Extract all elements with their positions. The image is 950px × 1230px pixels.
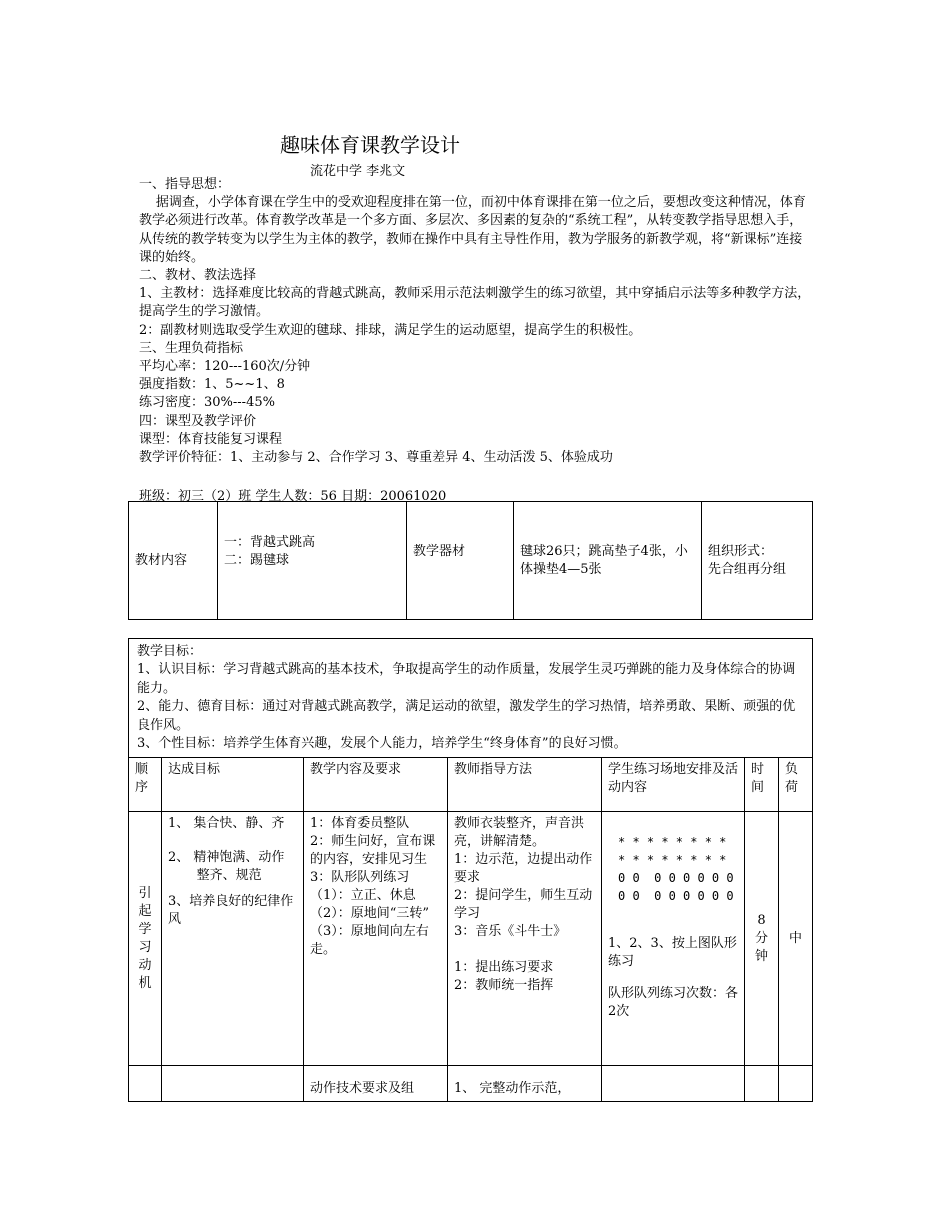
author-line: 流花中学 李兆文 bbox=[310, 164, 406, 179]
method-item-6: 2：教师统一指挥 bbox=[454, 978, 554, 994]
section-heading-2: 二、教材、教法选择 bbox=[139, 268, 257, 284]
goals-cell bbox=[129, 639, 813, 758]
org-line-2: 先合组再分组 bbox=[708, 561, 787, 577]
formation-row-2: * * * * * * * * bbox=[618, 853, 727, 868]
table-row bbox=[129, 502, 813, 620]
section-1-paragraph: 据调查，小学体育课在学生中的受欢迎程度排在第一位，而初中体育课排在第一位之后，要想改变这种情况，体育教学必须进行改革。体育教学改革是一个多方面、多层次、多因素的复杂的“系统工程”，从转变教学指导思想入手，从传统的教学转变为以学生为主体的教学，教师在操作中具有主导性作用，教为学服务的新教学观，将“新课标”连接课的始终。 bbox=[139, 195, 806, 265]
section-2-item-2: 2：副教材则选取受学生欢迎的毽球、排球，满足学生的运动愿望，提高学生的积极性。 bbox=[139, 322, 642, 338]
header-order: 顺序 bbox=[129, 758, 162, 812]
header-target: 达成目标 bbox=[162, 758, 304, 812]
row2-method-cell: 1、 完整动作示范， bbox=[448, 1066, 602, 1102]
document-body bbox=[139, 176, 811, 467]
section-2-item-1: 1、主教材：选择难度比较高的背越式跳高，教师采用示范法刺激学生的练习欲望，其中穿插启示法等多种教学方法，提高学生的学习激情。 bbox=[139, 286, 811, 320]
header-row bbox=[129, 758, 813, 812]
heart-rate-line: 平均心率：120---160次/分钟 bbox=[139, 359, 311, 375]
target-item-2: 2、 精神饱满、动作整齐、规范 bbox=[168, 850, 285, 884]
method-item-5: 1：提出练习要求 bbox=[454, 960, 554, 976]
formation-row-1: * * * * * * * * bbox=[618, 835, 727, 850]
row-content-cell bbox=[304, 812, 448, 1066]
row2-arrangement-cell bbox=[602, 1066, 745, 1102]
row2-content-cell: 动作技术要求及组 bbox=[304, 1066, 448, 1102]
equipment-cell bbox=[514, 502, 702, 620]
header-time: 时间 bbox=[745, 758, 779, 812]
intensity-line: 强度指数：1、5~~1、8 bbox=[139, 377, 285, 393]
method-item-2: 1：边示范，边提出动作要求 bbox=[454, 852, 593, 886]
label-content-cell: 教材内容 bbox=[129, 502, 218, 620]
section-heading-3: 三、生理负荷指标 bbox=[139, 340, 244, 356]
row-load-cell: 中 bbox=[779, 812, 813, 1066]
equipment-text: 毽球26只；跳高垫子4张，小体操垫4—5张 bbox=[520, 543, 688, 577]
goal-2: 2、能力、德育目标：通过对背越式跳高教学，满足运动的欲望，激发学生的学习热情，培养勇敢、果断、顽强的优良作风。 bbox=[137, 699, 796, 733]
header-arrangement: 学生练习场地安排及活动内容 bbox=[602, 758, 745, 812]
method-item-4: 3：音乐《斗牛士》 bbox=[454, 924, 567, 940]
label-equipment: 教学器材 bbox=[413, 543, 466, 559]
target-item-3: 3、培养良好的纪律作风 bbox=[168, 894, 294, 928]
density-line: 练习密度：30%---45% bbox=[139, 395, 275, 411]
content-item-2: 2：师生问好，宣布课的内容，安排见习生 bbox=[310, 834, 436, 868]
content-line-2: 二：踢毽球 bbox=[224, 552, 290, 568]
lesson-plan-table bbox=[128, 638, 813, 1102]
formation-diagram bbox=[608, 833, 738, 905]
row-order-cell: 引起学习动机 bbox=[129, 812, 162, 1066]
formation-row-3: 0 0 0 0 0 0 0 0 bbox=[618, 871, 734, 886]
arrangement-note-1: 1、2、3、按上图队形练习 bbox=[608, 936, 737, 970]
content-line-1: 一：背越式跳高 bbox=[224, 534, 316, 550]
org-line-1: 组织形式： bbox=[708, 543, 774, 559]
arrangement-note-2: 队形队列练习次数：各2次 bbox=[608, 986, 739, 1020]
section-heading-4: 四：课型及教学评价 bbox=[139, 413, 257, 429]
row-target-cell bbox=[162, 812, 304, 1066]
evaluation-line: 教学评价特征：1、主动参与 2、合作学习 3、尊重差异 4、生动活泼 5、体验成功 bbox=[139, 450, 613, 466]
header-load: 负荷 bbox=[779, 758, 813, 812]
goal-1: 1、认识目标：学习背越式跳高的基本技术，争取提高学生的动作质量，发展学生灵巧弹跳的能力及身体综合的协调能力。 bbox=[137, 662, 796, 696]
content-item-1: 1：体育委员整队 bbox=[310, 816, 410, 832]
table-row bbox=[129, 1066, 813, 1102]
content-item-4: （1）：立正、休息 bbox=[310, 888, 416, 904]
content-cell bbox=[218, 502, 407, 620]
section-heading-1: 一、指导思想： bbox=[139, 177, 231, 192]
row-method-cell bbox=[448, 812, 602, 1066]
class-info-line: 班级：初三（2）班 学生人数：56 日期：20061020 bbox=[139, 489, 447, 504]
goal-3: 3、个性目标：培养学生体育兴趣，发展个人能力，培养学生“终身体育”的良好习惯。 bbox=[137, 736, 627, 752]
header-content: 教学内容及要求 bbox=[304, 758, 448, 812]
table-row bbox=[129, 812, 813, 1066]
method-item-1: 教师衣装整齐，声音洪亮，讲解清楚。 bbox=[454, 816, 585, 850]
lesson-type-line: 课型：体育技能复习课程 bbox=[139, 431, 283, 447]
organization-cell bbox=[702, 502, 813, 620]
row-time-cell: 8分钟 bbox=[745, 812, 779, 1066]
materials-table bbox=[128, 501, 813, 620]
content-item-6: （3）：原地间向左右走。 bbox=[310, 924, 429, 958]
row-arrangement-cell bbox=[602, 812, 745, 1066]
content-item-5: （2）：原地间“三转” bbox=[310, 906, 430, 922]
row2-time-cell bbox=[745, 1066, 779, 1102]
goals-heading: 教学目标： bbox=[137, 644, 203, 659]
goals-row bbox=[129, 639, 813, 758]
content-item-3: 3：队形队列练习 bbox=[310, 870, 410, 886]
method-item-3: 2：提问学生，师生互动学习 bbox=[454, 888, 593, 922]
row2-target-cell bbox=[162, 1066, 304, 1102]
target-item-1: 1、 集合快、静、齐 bbox=[168, 816, 285, 832]
row2-order-cell bbox=[129, 1066, 162, 1102]
row2-load-cell bbox=[779, 1066, 813, 1102]
header-method: 教师指导方法 bbox=[448, 758, 602, 812]
label-equipment-cell bbox=[407, 502, 514, 620]
formation-row-4: 0 0 0 0 0 0 0 0 bbox=[618, 889, 734, 904]
document-title: 趣味体育课教学设计 bbox=[280, 133, 460, 157]
